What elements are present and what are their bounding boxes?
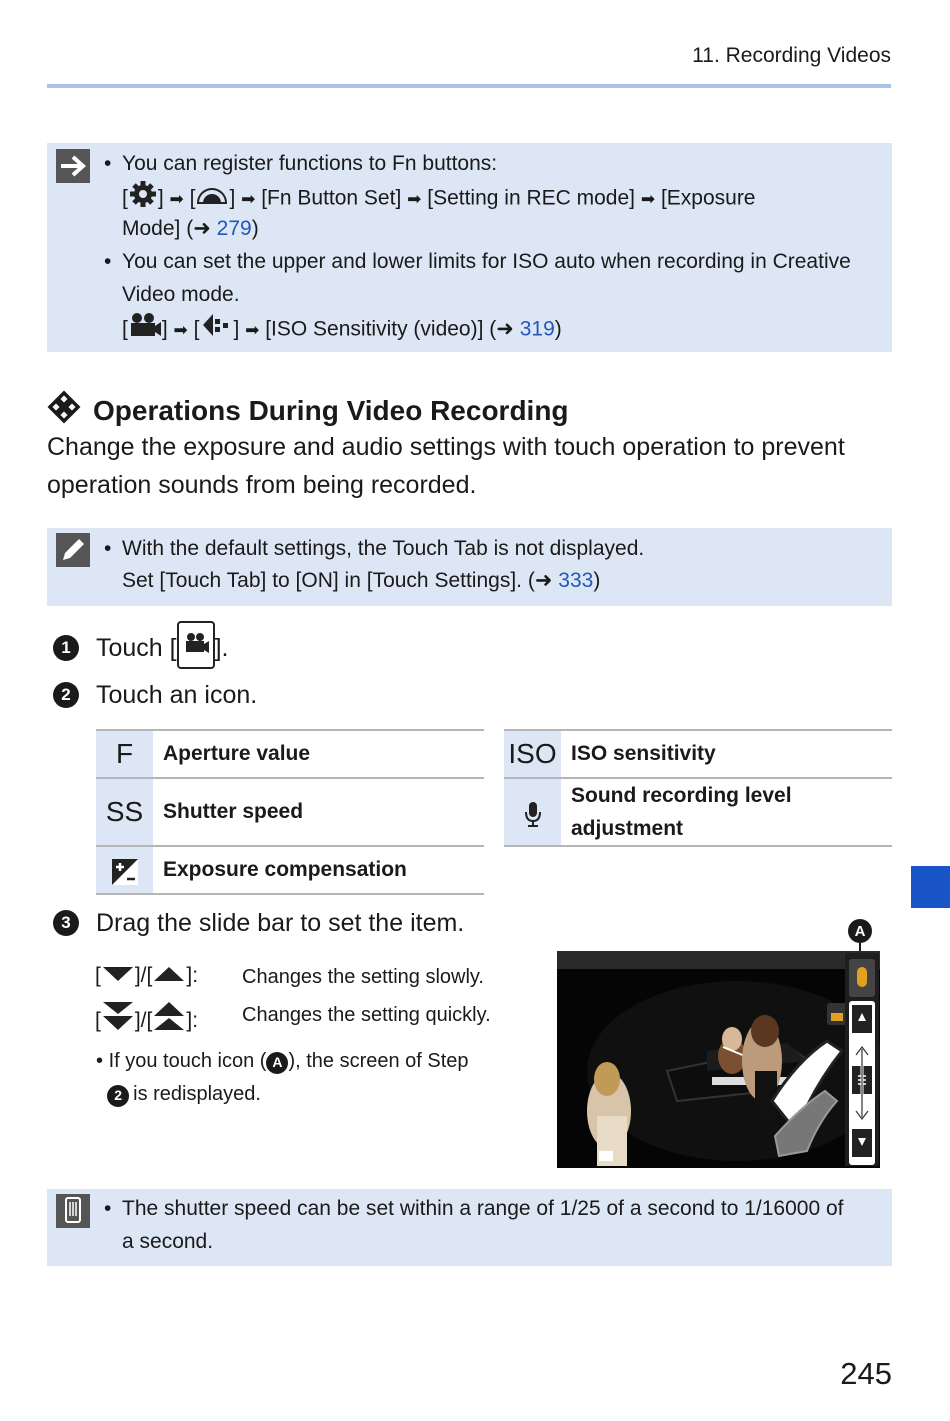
arrow-icon: ➡ (407, 189, 422, 209)
callout-bullet: • If you touch icon ( A ), the screen of Step 2 is redisplayed. (96, 1050, 469, 1105)
arrow-icon: ➡ (241, 189, 256, 209)
shutter-speed-icon: SS (96, 778, 153, 846)
table-cell: Shutter speed (153, 778, 484, 846)
tip-bullet-2-cont: Video mode. (122, 283, 240, 306)
step-number-3: 3 (53, 910, 79, 936)
section-title: Operations During Video Recording (93, 394, 569, 426)
iso-icon: ISO (504, 730, 561, 778)
note-line-2: Set [Touch Tab] to [ON] in [Touch Settings]. (➜ 333) (122, 569, 601, 592)
arrow-up-fast-icon (152, 999, 186, 1044)
note-box: • With the default settings, the Touch Tab is not displayed. Set [Touch Tab] to [ON] in [Touch Settings]. (➜ 333) (47, 528, 892, 606)
page-link-319[interactable]: 319 (519, 317, 555, 341)
chapter-tab[interactable] (911, 866, 950, 908)
arrow-right-icon (56, 149, 90, 183)
table-row (504, 778, 892, 846)
arrow-up-slow-icon (152, 961, 186, 992)
chapter-title: 11. Recording Videos (692, 44, 891, 67)
page-ref-arrow-icon: ➜ (193, 217, 211, 240)
step-2: 2 Touch an icon. (53, 680, 257, 710)
touch-icon-table-right (504, 729, 892, 847)
table-row (96, 778, 484, 846)
aperture-icon: F (96, 730, 153, 778)
mic-icon (504, 778, 561, 846)
page-ref-arrow-icon: ➜ (496, 317, 514, 341)
step-ref-icon: 2 (107, 1085, 129, 1107)
step-1: 1 Touch [ ]. (53, 626, 229, 670)
slow-adjust-desc: Changes the setting slowly. (242, 966, 484, 988)
table-row (96, 730, 484, 778)
touch-tab-video-icon[interactable] (177, 621, 215, 676)
recital-scene-image (557, 951, 880, 1168)
table-row (504, 730, 892, 778)
tip-box: • You can register functions to Fn buttons: [ ] ➡ [ ] ➡ [Fn Button Set] ➡ [Setting in REC mode] ➡ [Exposure Mode] (➜ 279) • You can set the upper and lower limits for ISO auto when recording in Creative Video mode. [ ] ➡ [ ] ➡ [ISO Sensitivity (video)] (➜ 319) (47, 143, 892, 352)
page-link-279[interactable]: 279 (216, 217, 252, 240)
menu-path-2: [ ] ➡ [ ] ➡ [ISO Sensitivity (video)] (➜ 319) (122, 310, 562, 350)
table-cell: Exposure compensation (153, 846, 484, 894)
photo-menu-icon (199, 310, 233, 350)
table-cell: Sound recording level adjustment (561, 778, 892, 846)
table-cell: ISO sensitivity (561, 730, 892, 778)
section-heading (47, 390, 569, 431)
camera-screen-image (557, 951, 880, 1168)
creative-video-icon (128, 312, 162, 348)
pencil-icon (56, 533, 90, 567)
step-number-1: 1 (53, 635, 79, 661)
arrow-down-fast-icon (101, 999, 135, 1044)
arrow-icon: ➡ (169, 189, 184, 209)
arrow-icon: ➡ (640, 189, 656, 209)
menu-path-1-cont: Mode] (➜ 279) (122, 217, 259, 240)
arrow-down-slow-icon (101, 961, 135, 992)
step-3: 3 Drag the slide bar to set the item. (53, 908, 464, 938)
arrow-icon: ➡ (245, 320, 260, 340)
arrow-icon: ➡ (173, 320, 188, 340)
callout-a-marker: A (848, 919, 872, 943)
page-header (47, 0, 891, 88)
fast-adjust-row: [ ]/[ ]: (95, 999, 198, 1044)
touch-icon-table-left (96, 729, 484, 895)
callout-a-icon: A (266, 1052, 288, 1074)
page-number: 245 (840, 1356, 892, 1391)
fast-adjust-desc: Changes the setting quickly. (242, 1004, 491, 1026)
diamond-bullet-icon (47, 390, 81, 431)
exposure-comp-icon (96, 846, 153, 894)
page-ref-arrow-icon: ➜ (534, 569, 553, 592)
menu-path-1: [ ] ➡ [ ] ➡ [Fn Button Set] ➡ [Setting in REC mode] ➡ [Exposure (122, 180, 756, 218)
slow-adjust-row: [ ]/[ ]: (95, 961, 198, 992)
table-cell: Aperture value (153, 730, 484, 778)
memo-box: • The shutter speed can be set within a range of 1/25 of a second to 1/16000 of a second. (47, 1189, 892, 1266)
table-row (96, 846, 484, 894)
page-link-333[interactable]: 333 (558, 569, 594, 592)
step-number-2: 2 (53, 682, 79, 708)
memo-line-2: a second. (122, 1230, 214, 1253)
section-intro: Change the exposure and audio settings with touch operation to prevent operation sounds from being recorded. (47, 433, 845, 499)
memo-clip-icon (56, 1194, 90, 1228)
